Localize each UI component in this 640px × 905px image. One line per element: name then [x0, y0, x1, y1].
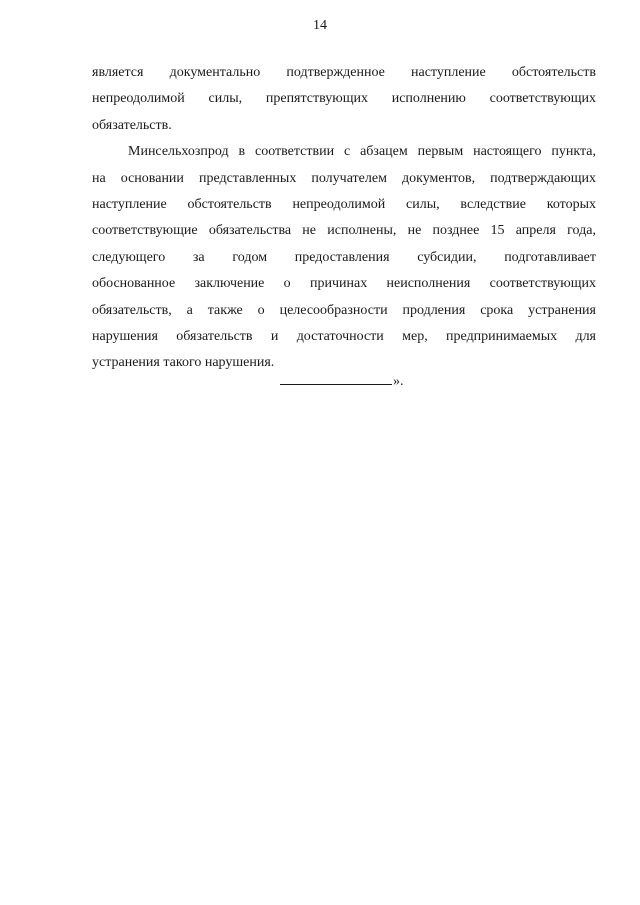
paragraph-line: обязательств.: [92, 117, 172, 133]
closing-mark: [280, 368, 420, 395]
paragraph-line: непреодолимой силы, препятствующих исполнению соответствующих: [92, 91, 596, 107]
paragraph-line: устранения такого нарушения.: [92, 355, 275, 371]
document-body: [92, 60, 596, 377]
paragraph-1: [92, 60, 596, 139]
paragraph-line: на основании представленных получателем документов, подтверждающих: [92, 170, 596, 186]
paragraph-line: нарушения обязательств и достаточности мер, предпринимаемых для: [92, 328, 596, 344]
page-number: 14: [313, 18, 327, 33]
paragraph-line: обязательств, а также о целесообразности продления срока устранения: [92, 302, 596, 318]
closing-rule: [280, 368, 392, 385]
paragraph-line: Минсельхозпрод в соответствии с абзацем первым настоящего пункта,: [128, 144, 596, 160]
paragraph-line: следующего за годом предоставления субсидии, подготавливает: [92, 249, 596, 265]
paragraph-line: обоснованное заключение о причинах неисполнения соответствующих: [92, 276, 596, 292]
paragraph-line: является документально подтвержденное наступление обстоятельств: [92, 65, 596, 80]
paragraph-line: наступление обстоятельств непреодолимой силы, вследствие которых: [92, 196, 596, 212]
paragraph-line: соответствующие обязательства не исполнены, не позднее 15 апреля года,: [92, 223, 596, 239]
closing-quote: ».: [393, 374, 404, 389]
paragraph-2: [92, 139, 596, 377]
